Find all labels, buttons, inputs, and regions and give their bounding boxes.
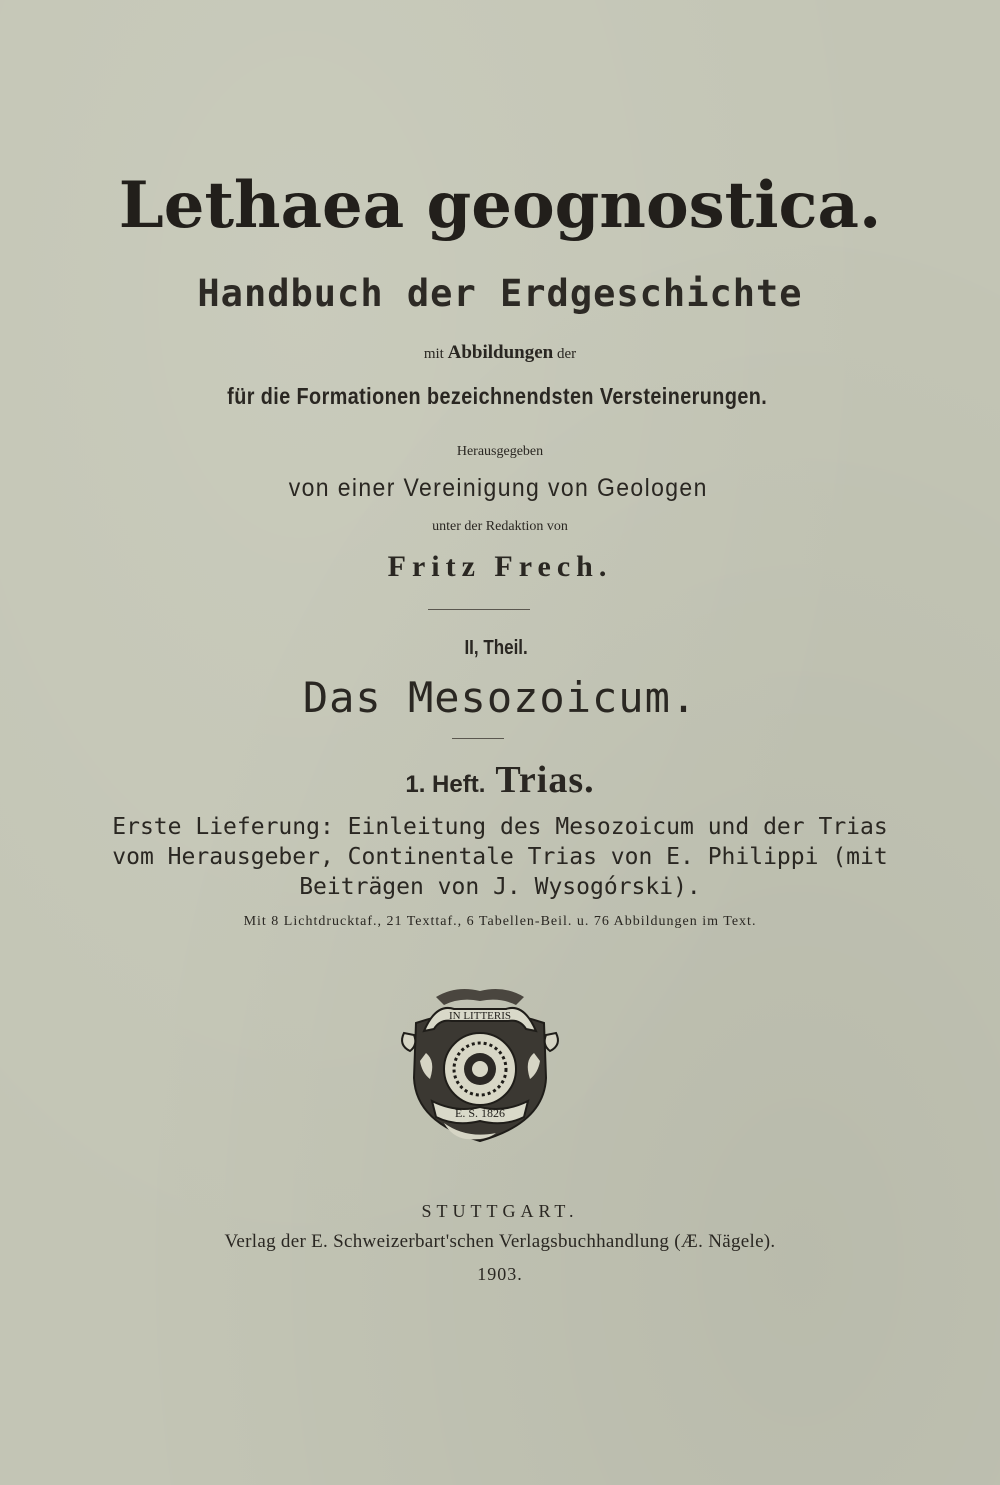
herausgegeben-line: Herausgegeben [456, 444, 544, 459]
plates-note: Mit 8 Lichtdrucktaf., 21 Texttaf., 6 Tabellen-Beil. u. 76 Abbildungen im Text. [243, 914, 757, 929]
formationen-line: für die Formationen bezeichnendsten Versteinerungen. [227, 383, 768, 409]
part-number: II, Theil. [464, 637, 528, 659]
redaktion-line: unter der Redaktion von [432, 519, 568, 534]
divider-top [428, 609, 530, 610]
publication-year: 1903. [477, 1264, 523, 1284]
part-title: Das Mesozoicum. [302, 673, 698, 722]
heft-number: 1. Heft. [405, 771, 486, 798]
divider-middle [452, 738, 504, 739]
book-subtitle: Handbuch der Erdgeschichte [197, 272, 803, 315]
mit-word: mit [423, 346, 444, 362]
lieferung-line-2: vom Herausgeber, Continentale Trias von E. Philippi (mit [112, 844, 888, 870]
illustrations-note [0, 342, 1000, 364]
heft-name: Trias. [495, 759, 595, 801]
book-title: Lethaea geognostica. [118, 168, 882, 243]
city: STUTTGART. [421, 1201, 579, 1221]
publisher-emblem [396, 983, 564, 1143]
emblem-mark: E. S. 1826 [454, 1106, 506, 1120]
lieferung-line-3: Beiträgen von J. Wysogórski). [299, 874, 701, 900]
heft-line [0, 758, 1000, 802]
publisher: Verlag der E. Schweizerbart'schen Verlagsbuchhandlung (Æ. Nägele). [224, 1231, 776, 1252]
vereinigung-line: von einer Vereinigung von Geologen [288, 474, 708, 502]
emblem-motto: IN LITTERIS [448, 1010, 512, 1022]
der-word: der [556, 346, 577, 362]
abbildungen-word: Abbildungen [447, 342, 554, 363]
editor-name: Fritz Frech. [387, 550, 613, 583]
lieferung-line-1: Erste Lieferung: Einleitung des Mesozoicum und der Trias [112, 814, 888, 840]
